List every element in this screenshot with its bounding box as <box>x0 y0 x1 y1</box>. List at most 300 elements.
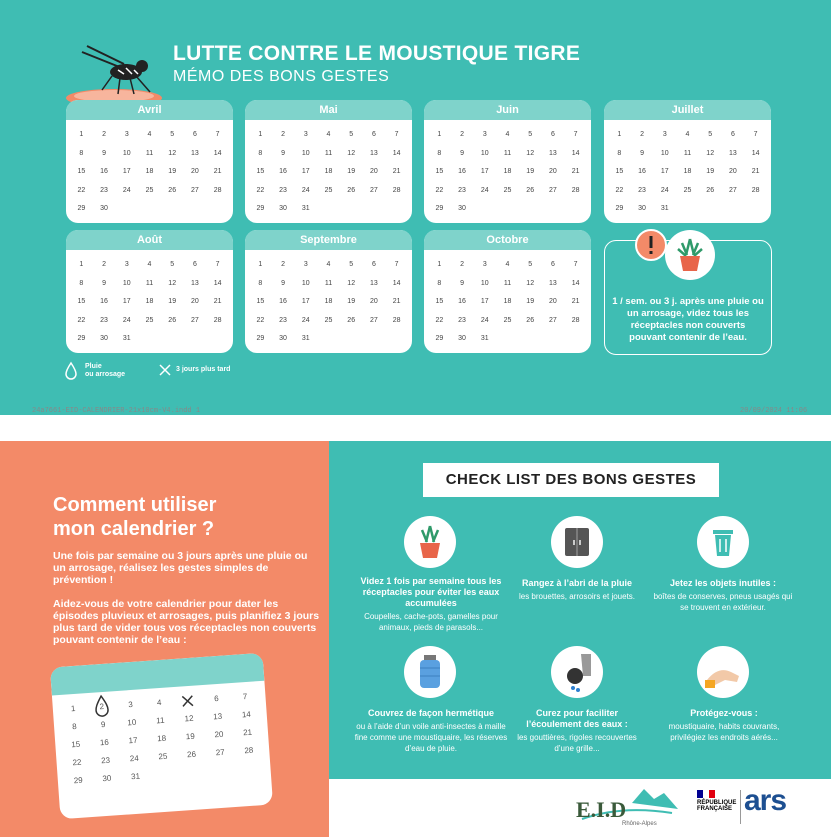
calendar-day: 9 <box>102 149 107 157</box>
calendar-day: 5 <box>170 131 175 138</box>
month-header: Mai <box>245 100 412 120</box>
page-title: LUTTE CONTRE LE MOUSTIQUE TIGRE <box>173 42 581 65</box>
calendar-day: 11 <box>683 149 692 157</box>
checklist-item-2-head: Rangez à l’abri de la pluie <box>521 578 633 588</box>
calendar-day: 18 <box>324 168 333 175</box>
calendar-day: 2 <box>460 261 465 268</box>
calendar-day: 16 <box>279 168 287 175</box>
calendar-day: 28 <box>751 186 760 194</box>
calendar-day: 28 <box>392 316 401 324</box>
calendar-day: 21 <box>571 298 580 305</box>
calendar-day: 26 <box>526 316 535 324</box>
calendar-day: 26 <box>168 186 177 194</box>
calendar-day: 30 <box>458 205 466 212</box>
calendar-day: 19 <box>706 168 715 175</box>
calendar-day: 6 <box>371 261 376 268</box>
legend-rain-line1: Pluie <box>85 363 102 370</box>
calendar-day <box>317 330 340 349</box>
calendar-day: 4 <box>505 131 510 138</box>
calendar-day: 28 <box>213 316 222 324</box>
calendar-day: 17 <box>660 168 669 175</box>
calendar-day: 20 <box>549 298 557 305</box>
calendar-day <box>676 200 699 219</box>
calendar-day: 17 <box>122 298 131 305</box>
calendar-day <box>184 330 207 349</box>
calendar-day: 14 <box>213 279 222 287</box>
checklist-item-1-head: Videz 1 fois par semaine tous les réceptacles pour éviter les eaux accumulées <box>360 576 502 608</box>
calendar-day: 21 <box>213 298 222 305</box>
calendar-day: 20 <box>191 298 199 305</box>
month-days <box>245 120 412 223</box>
calendar-day: 24 <box>122 186 131 194</box>
calendar-day: 2 <box>281 261 286 268</box>
sample-calendar-day: 22 <box>72 757 82 768</box>
calendar-day: 21 <box>392 298 401 305</box>
calendar-day: 19 <box>526 298 535 305</box>
calendar-day <box>161 200 184 219</box>
rain-drop-icon <box>64 361 78 381</box>
calendar-day <box>138 330 161 349</box>
ars-logo: ars <box>744 784 787 817</box>
sample-calendar-day: 26 <box>186 749 197 760</box>
trash-can-icon <box>697 516 749 568</box>
calendar-day: 7 <box>215 261 220 268</box>
calendar-day: 20 <box>549 168 557 175</box>
calendar-day: 1 <box>617 131 622 138</box>
sample-calendar-day: 19 <box>185 731 196 742</box>
calendar-day: 5 <box>708 131 713 138</box>
calendar-day: 23 <box>279 186 287 194</box>
calendar-day: 8 <box>258 149 263 157</box>
checklist-title: CHECK LIST DES BONS GESTES <box>423 463 719 497</box>
calendar-day: 20 <box>370 168 378 175</box>
calendar-day <box>542 330 565 349</box>
calendar-day: 22 <box>77 186 86 194</box>
calendar-day: 2 <box>640 131 645 138</box>
calendar-day: 22 <box>435 186 444 194</box>
howto-paragraph-2: Aidez-vous de votre calendrier pour dater les épisodes pluvieux et arrosages, puis planifiez 3 jours plus tard de vider tous vos réceptacles non couverts pouvant contenir de l’eau : <box>53 598 320 646</box>
calendar-day: 8 <box>79 149 84 157</box>
checklist-item-5-head: Curez pour faciliter l’écoulement des eaux : <box>526 708 628 729</box>
rf-logo-line1: RÉPUBLIQUE <box>697 800 737 806</box>
checklist-item-5 <box>510 708 644 754</box>
calendar-day: 13 <box>729 149 737 157</box>
calendar-day: 12 <box>526 149 535 157</box>
calendar-day: 10 <box>480 149 489 157</box>
calendar-day: 6 <box>550 131 555 138</box>
checklist-item-6 <box>660 708 788 743</box>
calendar-day: 13 <box>191 279 199 287</box>
sample-calendar-day: 3 <box>127 699 134 710</box>
calendar-day: 14 <box>751 149 760 157</box>
calendar-day: 29 <box>77 335 86 342</box>
calendar-day: 26 <box>347 316 356 324</box>
calendar-day: 29 <box>435 335 444 342</box>
sample-calendar-day: 13 <box>212 711 223 722</box>
calendar-day: 10 <box>301 149 310 157</box>
calendar-day: 16 <box>458 298 466 305</box>
calendar-day: 3 <box>124 131 129 138</box>
checklist-item-5-sub: les gouttières, rigoles recouvertes d’une grille... <box>517 733 637 753</box>
calendar-day: 23 <box>638 186 646 194</box>
month-header: Août <box>66 230 233 250</box>
calendar-day: 10 <box>122 279 131 287</box>
calendar-day: 12 <box>168 149 177 157</box>
sample-calendar-day: 25 <box>158 751 168 762</box>
calendar-day: 29 <box>615 205 624 212</box>
sample-calendar-day: 29 <box>73 775 83 786</box>
calendar-day: 28 <box>571 186 580 194</box>
sample-calendar-day: 11 <box>155 715 165 726</box>
calendar-day: 5 <box>528 261 533 268</box>
howto-paragraph-1: Une fois par semaine ou 3 jours après une pluie ou un arrosage, réalisez les gestes simples de prévention ! <box>53 550 308 586</box>
calendar-day: 15 <box>435 168 444 175</box>
calendar-day: 31 <box>122 335 131 342</box>
month-card-avril <box>66 100 233 223</box>
calendar-day: 10 <box>301 279 310 287</box>
month-header: Juin <box>424 100 591 120</box>
sample-calendar-day: 17 <box>128 735 138 746</box>
calendar-day <box>564 330 587 349</box>
calendar-day: 16 <box>279 298 287 305</box>
calendar-day: 15 <box>256 168 265 175</box>
calendar-day: 6 <box>550 261 555 268</box>
calendar-day: 1 <box>79 261 84 268</box>
calendar-day: 13 <box>549 279 557 287</box>
plant-pot-icon <box>664 229 716 281</box>
calendar-day: 14 <box>392 279 401 287</box>
sample-calendar-day: 24 <box>129 753 140 764</box>
month-header: Juillet <box>604 100 771 120</box>
calendar-day: 22 <box>256 316 265 324</box>
sample-calendar-day <box>173 691 203 711</box>
checklist-item-1 <box>352 576 510 633</box>
calendar-day <box>340 200 363 219</box>
calendar-day: 5 <box>528 131 533 138</box>
calendar-day: 30 <box>638 205 646 212</box>
calendar-day <box>385 200 408 219</box>
sample-calendar-day: 31 <box>130 771 141 782</box>
plant-pot-icon <box>404 516 456 568</box>
calendar-day: 24 <box>301 316 310 324</box>
calendar-day: 26 <box>706 186 715 194</box>
month-header: Octobre <box>424 230 591 250</box>
calendar-day <box>722 200 745 219</box>
calendar-day: 13 <box>370 149 378 157</box>
calendar-day: 31 <box>660 205 669 212</box>
calendar-day <box>184 200 207 219</box>
calendar-day: 27 <box>191 316 199 324</box>
calendar-day <box>363 330 386 349</box>
calendar-day: 22 <box>77 316 86 324</box>
calendar-day: 17 <box>480 298 489 305</box>
calendar-day: 9 <box>640 149 645 157</box>
calendar-day: 7 <box>573 131 578 138</box>
info-text: 1 / sem. ou 3 j. après une pluie ou un arrosage, videz tous les réceptacles non couverts pouvant contenir de l’eau. <box>612 296 764 343</box>
calendar-day: 3 <box>303 261 308 268</box>
calendar-day: 14 <box>213 149 222 157</box>
sample-calendar-day: 18 <box>156 733 167 744</box>
legend-rain <box>85 363 125 379</box>
calendar-day: 18 <box>503 298 512 305</box>
month-card-mai <box>245 100 412 223</box>
calendar-day: 31 <box>301 205 310 212</box>
calendar-day: 2 <box>460 131 465 138</box>
calendar-day: 23 <box>458 186 466 194</box>
calendar-day: 3 <box>482 261 487 268</box>
calendar-day: 17 <box>122 168 131 175</box>
checklist-item-1-sub: Coupelles, cache-pots, gamelles pour animaux, pieds de parasols... <box>364 612 498 632</box>
calendar-day: 11 <box>503 149 512 157</box>
checklist-item-4-sub: ou à l’aide d’un voile anti-insectes à maille fine comme une moustiquaire, les réserves d’eau de pluie. <box>354 722 508 753</box>
water-tank-icon <box>404 646 456 698</box>
calendar-day: 16 <box>100 298 108 305</box>
calendar-day: 22 <box>256 186 265 194</box>
howto-title-line1: Comment utiliser <box>53 494 217 516</box>
rf-logo-line2: FRANÇAISE <box>697 806 733 812</box>
calendar-day: 25 <box>503 316 512 324</box>
calendar-day: 1 <box>437 261 442 268</box>
warning-icon <box>634 228 668 262</box>
rf-flag <box>697 790 715 798</box>
calendar-day: 5 <box>170 261 175 268</box>
calendar-day: 11 <box>503 279 512 287</box>
calendar-day <box>363 200 386 219</box>
calendar-day: 23 <box>100 186 108 194</box>
calendar-day: 14 <box>392 149 401 157</box>
howto-title <box>53 493 216 541</box>
calendar-day: 4 <box>326 261 331 268</box>
sample-calendar-day-number: 2 <box>99 701 105 712</box>
month-days <box>66 120 233 223</box>
calendar-day: 19 <box>526 168 535 175</box>
calendar-day: 28 <box>571 316 580 324</box>
calendar-day: 7 <box>573 261 578 268</box>
calendar-day: 1 <box>258 131 263 138</box>
calendar-day: 30 <box>100 335 108 342</box>
calendar-day: 19 <box>168 168 177 175</box>
calendar-day: 26 <box>168 316 177 324</box>
calendar-day: 9 <box>281 149 286 157</box>
calendar-day: 4 <box>685 131 690 138</box>
calendar-day: 2 <box>102 261 107 268</box>
sample-calendar-day: 21 <box>242 727 253 738</box>
sample-calendar-day: 16 <box>99 737 110 748</box>
calendar-day: 8 <box>617 149 622 157</box>
calendar-day: 17 <box>301 298 310 305</box>
calendar-day: 25 <box>324 316 333 324</box>
rf-logo <box>697 790 737 812</box>
calendar-day <box>496 200 519 219</box>
calendar-day: 5 <box>349 131 354 138</box>
checklist-item-3-head: Jetez les objets inutiles : <box>669 578 777 588</box>
month-header: Septembre <box>245 230 412 250</box>
calendar-day <box>564 200 587 219</box>
calendar-day: 14 <box>571 149 580 157</box>
calendar-day: 23 <box>100 316 108 324</box>
checklist-item-6-head: Protégez-vous : <box>690 708 758 718</box>
calendar-day: 18 <box>324 298 333 305</box>
calendar-day: 18 <box>145 298 154 305</box>
sample-calendar-day: 10 <box>127 717 137 728</box>
logo-divider <box>740 790 741 824</box>
calendar-day <box>161 330 184 349</box>
calendar-day: 12 <box>706 149 715 157</box>
eid-logo-text: E.I.D <box>576 797 627 822</box>
calendar-day: 25 <box>683 186 692 194</box>
calendar-day: 7 <box>215 131 220 138</box>
calendar-day: 25 <box>145 186 154 194</box>
calendar-day <box>699 200 722 219</box>
calendar-day: 18 <box>503 168 512 175</box>
calendar-day: 4 <box>147 131 152 138</box>
month-days <box>424 250 591 353</box>
sample-calendar-day: 1 <box>70 703 76 714</box>
calendar-day: 3 <box>482 131 487 138</box>
calendar-day: 15 <box>435 298 444 305</box>
calendar-day: 15 <box>256 298 265 305</box>
sample-calendar-day: 6 <box>213 693 219 704</box>
calendar-day <box>496 330 519 349</box>
calendar-day: 17 <box>480 168 489 175</box>
calendar-day: 29 <box>256 335 265 342</box>
calendar-day: 13 <box>549 149 557 157</box>
month-days <box>66 250 233 353</box>
sample-calendar-day: 30 <box>102 773 112 784</box>
calendar-day: 7 <box>394 131 399 138</box>
calendar-day <box>115 200 138 219</box>
calendar-day: 27 <box>370 316 378 324</box>
page-subtitle: MÉMO DES BONS GESTES <box>173 68 390 85</box>
calendar-day <box>206 200 229 219</box>
calendar-day: 29 <box>256 205 265 212</box>
calendar-day: 30 <box>279 335 287 342</box>
calendar-day: 19 <box>168 298 177 305</box>
calendar-day: 11 <box>145 279 154 287</box>
calendar-day <box>542 200 565 219</box>
calendar-day: 8 <box>437 279 442 287</box>
print-date-mark: 20/09/2024 11:06 <box>740 407 808 415</box>
checklist-item-4-head: Couvrez de façon hermétique <box>367 708 495 718</box>
calendar-day: 27 <box>370 186 378 194</box>
calendar-day: 1 <box>258 261 263 268</box>
calendar-day: 3 <box>124 261 129 268</box>
calendar-day: 26 <box>526 186 535 194</box>
calendar-day: 30 <box>279 205 287 212</box>
calendar-day: 11 <box>324 149 333 157</box>
month-card-juillet <box>604 100 771 223</box>
calendar-day: 21 <box>392 168 401 175</box>
calendar-day: 10 <box>480 279 489 287</box>
calendar-day: 2 <box>102 131 107 138</box>
calendar-day: 19 <box>347 298 356 305</box>
calendar-day: 16 <box>100 168 108 175</box>
calendar-day: 23 <box>279 316 287 324</box>
checklist-item-2 <box>510 578 644 602</box>
sample-calendar-day: 8 <box>71 721 78 732</box>
calendar-day: 9 <box>281 279 286 287</box>
sample-calendar-day: 23 <box>100 755 111 766</box>
calendar-day: 15 <box>77 298 86 305</box>
calendar-day: 27 <box>729 186 737 194</box>
checklist-item-4 <box>352 708 510 754</box>
calendar-day: 6 <box>192 131 197 138</box>
calendar-day: 4 <box>326 131 331 138</box>
eid-logo-sub: Rhône-Alpes <box>622 821 657 827</box>
calendar-day: 24 <box>122 316 131 324</box>
sample-calendar-day: 28 <box>244 745 254 756</box>
calendar-day: 21 <box>571 168 580 175</box>
calendar-day: 22 <box>435 316 444 324</box>
calendar-day <box>473 200 496 219</box>
month-days <box>245 250 412 353</box>
calendar-day: 10 <box>660 149 669 157</box>
calendar-day: 27 <box>549 316 557 324</box>
calendar-day: 7 <box>394 261 399 268</box>
cabinet-icon <box>551 516 603 568</box>
sample-calendar-day: 27 <box>215 747 225 758</box>
calendar-day: 14 <box>571 279 580 287</box>
calendar-day: 30 <box>458 335 466 342</box>
calendar-day: 24 <box>480 186 489 194</box>
calendar-day: 12 <box>347 279 356 287</box>
calendar-day: 24 <box>660 186 669 194</box>
calendar-day: 4 <box>147 261 152 268</box>
calendar-day: 11 <box>324 279 333 287</box>
calendar-day: 20 <box>370 298 378 305</box>
calendar-day: 4 <box>505 261 510 268</box>
calendar-day: 24 <box>301 186 310 194</box>
calendar-day: 11 <box>145 149 154 157</box>
calendar-day <box>519 200 542 219</box>
calendar-day: 21 <box>751 168 760 175</box>
calendar-day: 16 <box>458 168 466 175</box>
howto-title-line2: mon calendrier ? <box>53 518 215 540</box>
legend-rain-line2: ou arrosage <box>85 371 126 378</box>
calendar-day: 8 <box>258 279 263 287</box>
calendar-day: 6 <box>730 131 735 138</box>
calendar-day: 5 <box>349 261 354 268</box>
calendar-day: 1 <box>79 131 84 138</box>
cut-line <box>0 415 831 437</box>
calendar-day: 17 <box>301 168 310 175</box>
calendar-day: 15 <box>615 168 624 175</box>
calendar-day: 9 <box>460 149 465 157</box>
calendar-day: 20 <box>729 168 737 175</box>
month-card-aout <box>66 230 233 353</box>
sample-calendar-day: 14 <box>241 709 252 720</box>
checklist-item-2-sub: les brouettes, arrosoirs et jouets. <box>518 592 636 601</box>
calendar-day: 3 <box>662 131 667 138</box>
calendar-day: 12 <box>347 149 356 157</box>
sample-calendar-day: 15 <box>70 739 81 750</box>
month-header: Avril <box>66 100 233 120</box>
calendar-day: 1 <box>437 131 442 138</box>
month-card-juin <box>424 100 591 223</box>
sample-calendar-day: 20 <box>214 729 224 740</box>
calendar-day <box>317 200 340 219</box>
month-card-septembre <box>245 230 412 353</box>
sample-calendar-day: 9 <box>100 719 106 730</box>
sample-calendar-day <box>87 697 117 717</box>
checklist-item-3 <box>652 578 794 613</box>
calendar-day: 6 <box>192 261 197 268</box>
gutter-icon <box>551 646 603 698</box>
calendar-day <box>206 330 229 349</box>
calendar-day <box>340 330 363 349</box>
calendar-day: 28 <box>213 186 222 194</box>
calendar-day: 7 <box>753 131 758 138</box>
